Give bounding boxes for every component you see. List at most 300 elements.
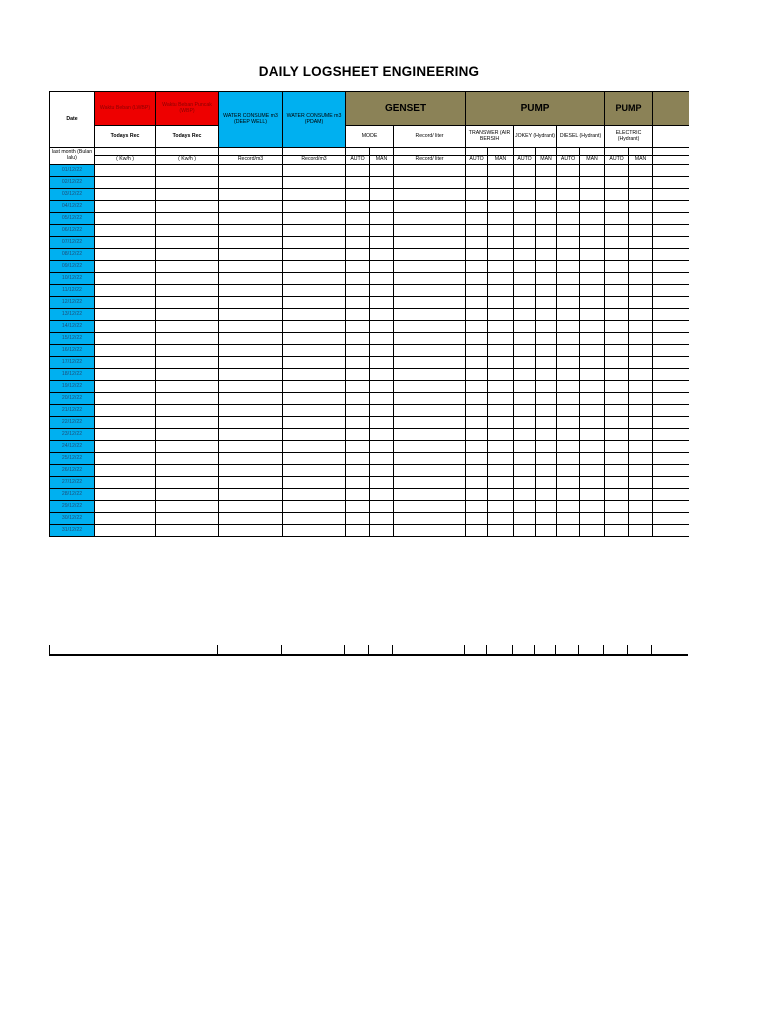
log-entry-cell[interactable]	[629, 309, 653, 321]
log-entry-cell[interactable]	[466, 237, 488, 249]
log-entry-cell[interactable]	[629, 429, 653, 441]
log-entry-cell[interactable]	[580, 357, 605, 369]
log-entry-cell[interactable]	[580, 501, 605, 513]
log-entry-cell[interactable]	[346, 201, 370, 213]
log-entry-cell[interactable]	[557, 513, 580, 525]
log-entry-cell[interactable]	[466, 273, 488, 285]
log-entry-cell[interactable]	[466, 333, 488, 345]
log-entry-cell[interactable]	[514, 477, 536, 489]
log-entry-cell[interactable]	[514, 513, 536, 525]
log-entry-cell[interactable]	[488, 297, 514, 309]
log-entry-cell[interactable]	[95, 201, 156, 213]
log-entry-cell[interactable]	[488, 465, 514, 477]
log-entry-cell[interactable]	[536, 369, 557, 381]
log-entry-cell[interactable]	[156, 525, 219, 537]
log-entry-cell[interactable]	[346, 225, 370, 237]
log-entry-cell[interactable]	[466, 261, 488, 273]
log-entry-cell[interactable]	[605, 321, 629, 333]
log-entry-cell[interactable]	[466, 285, 488, 297]
log-entry-cell[interactable]	[156, 285, 219, 297]
log-entry-cell[interactable]	[557, 213, 580, 225]
log-entry-cell[interactable]	[580, 297, 605, 309]
log-entry-cell[interactable]	[394, 309, 466, 321]
log-entry-cell[interactable]	[580, 213, 605, 225]
log-entry-cell[interactable]	[629, 357, 653, 369]
log-entry-cell[interactable]	[346, 261, 370, 273]
log-entry-cell[interactable]	[536, 321, 557, 333]
log-entry-cell[interactable]	[580, 465, 605, 477]
log-entry-cell[interactable]	[580, 177, 605, 189]
log-entry-cell[interactable]	[283, 345, 346, 357]
log-entry-cell[interactable]	[466, 465, 488, 477]
log-entry-cell[interactable]	[156, 489, 219, 501]
log-entry-cell[interactable]	[629, 237, 653, 249]
log-entry-cell[interactable]	[346, 525, 370, 537]
log-entry-cell[interactable]	[370, 273, 394, 285]
log-entry-cell[interactable]	[283, 465, 346, 477]
log-entry-cell[interactable]	[557, 225, 580, 237]
log-entry-cell[interactable]	[488, 213, 514, 225]
log-entry-cell[interactable]	[629, 465, 653, 477]
log-entry-cell[interactable]	[466, 321, 488, 333]
log-entry-cell[interactable]	[466, 369, 488, 381]
log-entry-cell[interactable]	[605, 405, 629, 417]
log-entry-cell[interactable]	[394, 441, 466, 453]
log-entry-cell[interactable]	[283, 417, 346, 429]
log-entry-cell[interactable]	[370, 393, 394, 405]
log-entry-cell[interactable]	[370, 249, 394, 261]
log-entry-cell[interactable]	[605, 357, 629, 369]
log-entry-cell[interactable]	[394, 249, 466, 261]
log-entry-cell[interactable]	[514, 285, 536, 297]
log-entry-cell[interactable]	[156, 213, 219, 225]
log-entry-cell[interactable]	[219, 381, 283, 393]
log-entry-cell[interactable]	[653, 165, 689, 177]
log-entry-cell[interactable]	[514, 165, 536, 177]
log-entry-cell[interactable]	[283, 381, 346, 393]
log-entry-cell[interactable]	[514, 369, 536, 381]
log-entry-cell[interactable]	[629, 381, 653, 393]
log-entry-cell[interactable]	[394, 177, 466, 189]
log-entry-cell[interactable]	[95, 369, 156, 381]
log-entry-cell[interactable]	[370, 465, 394, 477]
log-entry-cell[interactable]	[653, 441, 689, 453]
log-entry-cell[interactable]	[605, 381, 629, 393]
log-entry-cell[interactable]	[629, 189, 653, 201]
log-entry-cell[interactable]	[514, 177, 536, 189]
log-entry-cell[interactable]	[605, 513, 629, 525]
log-entry-cell[interactable]	[370, 513, 394, 525]
log-entry-cell[interactable]	[629, 489, 653, 501]
log-entry-cell[interactable]	[488, 489, 514, 501]
log-entry-cell[interactable]	[629, 285, 653, 297]
log-entry-cell[interactable]	[488, 405, 514, 417]
log-entry-cell[interactable]	[653, 249, 689, 261]
log-entry-cell[interactable]	[346, 165, 370, 177]
log-entry-cell[interactable]	[370, 417, 394, 429]
log-entry-cell[interactable]	[283, 189, 346, 201]
log-entry-cell[interactable]	[488, 285, 514, 297]
log-entry-cell[interactable]	[514, 237, 536, 249]
log-entry-cell[interactable]	[488, 165, 514, 177]
log-entry-cell[interactable]	[219, 309, 283, 321]
log-entry-cell[interactable]	[466, 453, 488, 465]
log-entry-cell[interactable]	[219, 513, 283, 525]
log-entry-cell[interactable]	[488, 513, 514, 525]
log-entry-cell[interactable]	[466, 477, 488, 489]
log-entry-cell[interactable]	[536, 489, 557, 501]
log-entry-cell[interactable]	[629, 501, 653, 513]
log-entry-cell[interactable]	[394, 213, 466, 225]
log-entry-cell[interactable]	[580, 429, 605, 441]
log-entry-cell[interactable]	[536, 393, 557, 405]
log-entry-cell[interactable]	[95, 441, 156, 453]
log-entry-cell[interactable]	[536, 237, 557, 249]
log-entry-cell[interactable]	[580, 237, 605, 249]
log-entry-cell[interactable]	[629, 441, 653, 453]
log-entry-cell[interactable]	[156, 189, 219, 201]
log-entry-cell[interactable]	[580, 381, 605, 393]
log-entry-cell[interactable]	[629, 405, 653, 417]
log-entry-cell[interactable]	[219, 225, 283, 237]
log-entry-cell[interactable]	[557, 405, 580, 417]
log-entry-cell[interactable]	[536, 417, 557, 429]
log-entry-cell[interactable]	[514, 405, 536, 417]
log-entry-cell[interactable]	[605, 249, 629, 261]
log-entry-cell[interactable]	[488, 333, 514, 345]
log-entry-cell[interactable]	[219, 525, 283, 537]
log-entry-cell[interactable]	[653, 309, 689, 321]
log-entry-cell[interactable]	[488, 177, 514, 189]
log-entry-cell[interactable]	[557, 165, 580, 177]
log-entry-cell[interactable]	[536, 225, 557, 237]
log-entry-cell[interactable]	[346, 249, 370, 261]
log-entry-cell[interactable]	[605, 477, 629, 489]
log-entry-cell[interactable]	[466, 213, 488, 225]
log-entry-cell[interactable]	[156, 453, 219, 465]
log-entry-cell[interactable]	[580, 489, 605, 501]
log-entry-cell[interactable]	[488, 393, 514, 405]
log-entry-cell[interactable]	[514, 297, 536, 309]
log-entry-cell[interactable]	[219, 477, 283, 489]
log-entry-cell[interactable]	[580, 417, 605, 429]
log-entry-cell[interactable]	[95, 513, 156, 525]
log-entry-cell[interactable]	[536, 525, 557, 537]
log-entry-cell[interactable]	[536, 309, 557, 321]
log-entry-cell[interactable]	[488, 429, 514, 441]
log-entry-cell[interactable]	[629, 249, 653, 261]
log-entry-cell[interactable]	[346, 177, 370, 189]
log-entry-cell[interactable]	[370, 525, 394, 537]
log-entry-cell[interactable]	[488, 273, 514, 285]
log-entry-cell[interactable]	[653, 321, 689, 333]
log-entry-cell[interactable]	[536, 453, 557, 465]
log-entry-cell[interactable]	[394, 273, 466, 285]
log-entry-cell[interactable]	[394, 453, 466, 465]
log-entry-cell[interactable]	[605, 441, 629, 453]
log-entry-cell[interactable]	[394, 429, 466, 441]
log-entry-cell[interactable]	[370, 477, 394, 489]
log-entry-cell[interactable]	[488, 357, 514, 369]
log-entry-cell[interactable]	[514, 525, 536, 537]
log-entry-cell[interactable]	[514, 381, 536, 393]
log-entry-cell[interactable]	[95, 273, 156, 285]
log-entry-cell[interactable]	[488, 441, 514, 453]
log-entry-cell[interactable]	[156, 501, 219, 513]
log-entry-cell[interactable]	[605, 489, 629, 501]
log-entry-cell[interactable]	[346, 429, 370, 441]
log-entry-cell[interactable]	[346, 465, 370, 477]
log-entry-cell[interactable]	[653, 477, 689, 489]
log-entry-cell[interactable]	[156, 225, 219, 237]
log-entry-cell[interactable]	[219, 273, 283, 285]
log-entry-cell[interactable]	[536, 213, 557, 225]
log-entry-cell[interactable]	[156, 177, 219, 189]
log-entry-cell[interactable]	[283, 525, 346, 537]
log-entry-cell[interactable]	[283, 309, 346, 321]
log-entry-cell[interactable]	[605, 189, 629, 201]
log-entry-cell[interactable]	[580, 261, 605, 273]
log-entry-cell[interactable]	[514, 357, 536, 369]
log-entry-cell[interactable]	[156, 273, 219, 285]
log-entry-cell[interactable]	[488, 237, 514, 249]
log-entry-cell[interactable]	[605, 453, 629, 465]
log-entry-cell[interactable]	[95, 249, 156, 261]
log-entry-cell[interactable]	[629, 297, 653, 309]
log-entry-cell[interactable]	[536, 501, 557, 513]
log-entry-cell[interactable]	[95, 453, 156, 465]
log-entry-cell[interactable]	[653, 465, 689, 477]
log-entry-cell[interactable]	[219, 465, 283, 477]
log-entry-cell[interactable]	[605, 237, 629, 249]
log-entry-cell[interactable]	[95, 501, 156, 513]
log-entry-cell[interactable]	[557, 525, 580, 537]
log-entry-cell[interactable]	[346, 369, 370, 381]
log-entry-cell[interactable]	[557, 345, 580, 357]
log-entry-cell[interactable]	[95, 237, 156, 249]
log-entry-cell[interactable]	[536, 477, 557, 489]
log-entry-cell[interactable]	[219, 285, 283, 297]
log-entry-cell[interactable]	[219, 393, 283, 405]
log-entry-cell[interactable]	[580, 285, 605, 297]
log-entry-cell[interactable]	[370, 405, 394, 417]
log-entry-cell[interactable]	[394, 513, 466, 525]
log-entry-cell[interactable]	[283, 393, 346, 405]
log-entry-cell[interactable]	[370, 357, 394, 369]
log-entry-cell[interactable]	[283, 405, 346, 417]
log-entry-cell[interactable]	[605, 201, 629, 213]
log-entry-cell[interactable]	[283, 213, 346, 225]
log-entry-cell[interactable]	[95, 525, 156, 537]
log-entry-cell[interactable]	[605, 177, 629, 189]
log-entry-cell[interactable]	[488, 249, 514, 261]
log-entry-cell[interactable]	[95, 189, 156, 201]
log-entry-cell[interactable]	[219, 501, 283, 513]
log-entry-cell[interactable]	[95, 177, 156, 189]
log-entry-cell[interactable]	[370, 285, 394, 297]
log-entry-cell[interactable]	[536, 441, 557, 453]
log-entry-cell[interactable]	[557, 309, 580, 321]
log-entry-cell[interactable]	[466, 429, 488, 441]
log-entry-cell[interactable]	[283, 237, 346, 249]
log-entry-cell[interactable]	[466, 309, 488, 321]
log-entry-cell[interactable]	[219, 177, 283, 189]
log-entry-cell[interactable]	[557, 189, 580, 201]
log-entry-cell[interactable]	[95, 405, 156, 417]
log-entry-cell[interactable]	[156, 417, 219, 429]
log-entry-cell[interactable]	[156, 309, 219, 321]
log-entry-cell[interactable]	[653, 453, 689, 465]
log-entry-cell[interactable]	[653, 525, 689, 537]
log-entry-cell[interactable]	[156, 321, 219, 333]
log-entry-cell[interactable]	[346, 513, 370, 525]
log-entry-cell[interactable]	[370, 453, 394, 465]
log-entry-cell[interactable]	[629, 201, 653, 213]
log-entry-cell[interactable]	[394, 225, 466, 237]
log-entry-cell[interactable]	[653, 429, 689, 441]
log-entry-cell[interactable]	[605, 417, 629, 429]
log-entry-cell[interactable]	[95, 309, 156, 321]
log-entry-cell[interactable]	[156, 333, 219, 345]
log-entry-cell[interactable]	[488, 201, 514, 213]
log-entry-cell[interactable]	[219, 297, 283, 309]
log-entry-cell[interactable]	[283, 177, 346, 189]
log-entry-cell[interactable]	[580, 309, 605, 321]
log-entry-cell[interactable]	[95, 333, 156, 345]
log-entry-cell[interactable]	[394, 477, 466, 489]
log-entry-cell[interactable]	[394, 501, 466, 513]
log-entry-cell[interactable]	[557, 441, 580, 453]
log-entry-cell[interactable]	[283, 165, 346, 177]
log-entry-cell[interactable]	[557, 489, 580, 501]
log-entry-cell[interactable]	[536, 261, 557, 273]
log-entry-cell[interactable]	[536, 165, 557, 177]
log-entry-cell[interactable]	[488, 381, 514, 393]
log-entry-cell[interactable]	[95, 417, 156, 429]
log-entry-cell[interactable]	[557, 237, 580, 249]
log-entry-cell[interactable]	[605, 309, 629, 321]
log-entry-cell[interactable]	[283, 297, 346, 309]
log-entry-cell[interactable]	[95, 429, 156, 441]
log-entry-cell[interactable]	[95, 489, 156, 501]
log-entry-cell[interactable]	[370, 297, 394, 309]
log-entry-cell[interactable]	[580, 441, 605, 453]
log-entry-cell[interactable]	[394, 381, 466, 393]
log-entry-cell[interactable]	[653, 225, 689, 237]
log-entry-cell[interactable]	[95, 297, 156, 309]
log-entry-cell[interactable]	[580, 225, 605, 237]
log-entry-cell[interactable]	[605, 165, 629, 177]
log-entry-cell[interactable]	[536, 429, 557, 441]
log-entry-cell[interactable]	[557, 501, 580, 513]
log-entry-cell[interactable]	[156, 201, 219, 213]
log-entry-cell[interactable]	[466, 225, 488, 237]
log-entry-cell[interactable]	[557, 357, 580, 369]
log-entry-cell[interactable]	[219, 357, 283, 369]
log-entry-cell[interactable]	[283, 333, 346, 345]
log-entry-cell[interactable]	[629, 165, 653, 177]
log-entry-cell[interactable]	[394, 261, 466, 273]
log-entry-cell[interactable]	[156, 261, 219, 273]
log-entry-cell[interactable]	[346, 357, 370, 369]
log-entry-cell[interactable]	[219, 237, 283, 249]
log-entry-cell[interactable]	[156, 477, 219, 489]
log-entry-cell[interactable]	[370, 501, 394, 513]
log-entry-cell[interactable]	[653, 261, 689, 273]
log-entry-cell[interactable]	[653, 489, 689, 501]
log-entry-cell[interactable]	[536, 249, 557, 261]
log-entry-cell[interactable]	[580, 405, 605, 417]
log-entry-cell[interactable]	[514, 465, 536, 477]
log-entry-cell[interactable]	[629, 321, 653, 333]
log-entry-cell[interactable]	[466, 489, 488, 501]
log-entry-cell[interactable]	[557, 429, 580, 441]
log-entry-cell[interactable]	[156, 345, 219, 357]
log-entry-cell[interactable]	[95, 261, 156, 273]
log-entry-cell[interactable]	[557, 249, 580, 261]
log-entry-cell[interactable]	[283, 513, 346, 525]
log-entry-cell[interactable]	[466, 177, 488, 189]
log-entry-cell[interactable]	[514, 489, 536, 501]
log-entry-cell[interactable]	[394, 393, 466, 405]
log-entry-cell[interactable]	[605, 225, 629, 237]
log-entry-cell[interactable]	[514, 501, 536, 513]
log-entry-cell[interactable]	[283, 321, 346, 333]
log-entry-cell[interactable]	[466, 513, 488, 525]
log-entry-cell[interactable]	[156, 513, 219, 525]
log-entry-cell[interactable]	[605, 297, 629, 309]
log-entry-cell[interactable]	[283, 357, 346, 369]
log-entry-cell[interactable]	[370, 321, 394, 333]
log-entry-cell[interactable]	[605, 333, 629, 345]
log-entry-cell[interactable]	[605, 525, 629, 537]
log-entry-cell[interactable]	[156, 429, 219, 441]
log-entry-cell[interactable]	[156, 381, 219, 393]
log-entry-cell[interactable]	[653, 381, 689, 393]
log-entry-cell[interactable]	[536, 189, 557, 201]
log-entry-cell[interactable]	[283, 201, 346, 213]
log-entry-cell[interactable]	[156, 465, 219, 477]
log-entry-cell[interactable]	[580, 369, 605, 381]
log-entry-cell[interactable]	[653, 189, 689, 201]
log-entry-cell[interactable]	[536, 465, 557, 477]
log-entry-cell[interactable]	[346, 297, 370, 309]
log-entry-cell[interactable]	[346, 381, 370, 393]
log-entry-cell[interactable]	[370, 213, 394, 225]
log-entry-cell[interactable]	[370, 225, 394, 237]
log-entry-cell[interactable]	[580, 477, 605, 489]
log-entry-cell[interactable]	[346, 417, 370, 429]
log-entry-cell[interactable]	[653, 393, 689, 405]
log-entry-cell[interactable]	[219, 345, 283, 357]
log-entry-cell[interactable]	[653, 501, 689, 513]
log-entry-cell[interactable]	[370, 381, 394, 393]
log-entry-cell[interactable]	[653, 201, 689, 213]
log-entry-cell[interactable]	[466, 501, 488, 513]
log-entry-cell[interactable]	[514, 345, 536, 357]
log-entry-cell[interactable]	[219, 165, 283, 177]
log-entry-cell[interactable]	[514, 321, 536, 333]
log-entry-cell[interactable]	[629, 273, 653, 285]
log-entry-cell[interactable]	[283, 453, 346, 465]
log-entry-cell[interactable]	[346, 489, 370, 501]
log-entry-cell[interactable]	[283, 429, 346, 441]
log-entry-cell[interactable]	[394, 489, 466, 501]
log-entry-cell[interactable]	[466, 165, 488, 177]
log-entry-cell[interactable]	[95, 321, 156, 333]
log-entry-cell[interactable]	[370, 333, 394, 345]
log-entry-cell[interactable]	[653, 213, 689, 225]
